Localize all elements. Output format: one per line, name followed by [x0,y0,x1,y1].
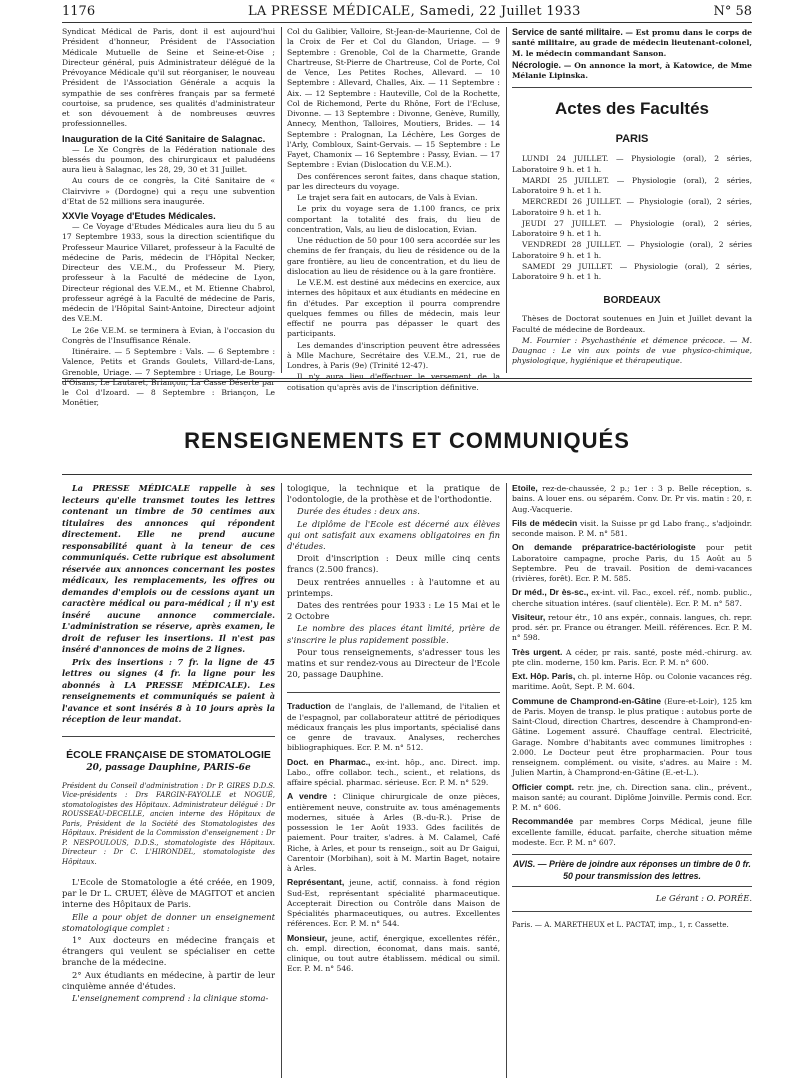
paris-exam-item: MARDI 25 JUILLET. — Physiologie (oral), 2 séries, Laboratoire 9 h. et 1 h. [512,175,752,195]
bottom-column-3 [512,483,752,1078]
actes-facultes-title: Actes des Facultés [554,99,709,119]
ecole-text-4: 2° Aux étudiants en médecine, à partir de leur cinquième année d'études. [62,969,275,991]
destination-text: Le V.E.M. est destiné aux médecins en exercice, aux internes des hôpitaux et aux étudiants en médecine en fin d'études. Par exception il pourra comprendre quelques femmes ou filles de médecin, mais leur effectif ne pourra pas dépasser le quart des participants. [287,278,500,339]
ecole-address: 20, passage Dauphine, PARIS-6e [86,762,251,773]
classified-ad: Dr méd., Dr ès-sc., ex-int. vil. Fac., excel. réf., nomb. public., cherche situation intéres. (sauf clientèle). Ecr. P. M. n° 587. [512,587,752,608]
top-column-3 [512,27,752,373]
sante-militaire-heading: Service de santé militaire. [512,27,623,37]
itinerary-continued: Col du Galibier, Valloire, St-Jean-de-Maurienne, Col de la Croix de Fer et Col du Glandon, Uriage. — 9 Septembre : Grenoble, Col de la Charmette, Grande Chartreuse, St-Pierre de Chartreuse, Col de Porte, Col de Vence, Les Petites Roches, Allevard. — 10 Septembre : Allevard, Challes, Aix. — 11 Septembre : Aix. — 12 Septembre : Hauteville, Col de la Rochette, Col de Richemond, Perte du Rhône, Fort de l'Ecluse, Divonne. — 13 Septembre : Divonne, Genève, Rumilly, Annecy, Menthon, Talloires, Moutiers, Brides. — 14 Septembre : Pralognan, La Léchère, Les Gorges de l'Arly, Combloux, Saint-Gervais. — 15 Septembre : Le Fayet, Chamonix — 16 Septembre : Passy, Evian. — 17 Septembre : Evian (Dislocation du V.E.M.). [287,27,500,170]
association-paragraph: Syndicat Médical de Paris, dont il est aujourd'hui Président d'honneur, Président de l'Association Médicale Mutuelle de Seine et Seine-et-Oise ; Directeur général, puis Administrateur délégué de la Prévoyance Médicale qu'il sut réorganiser, le nouveau Président de l'Association Générale a acquis la sympathie de ses confrères français par sa fermeté courtoise, sa prudence, ses qualités d'administrateur et son dévouement à de nombreuses œuvres professionnelles. [62,27,275,129]
divider [512,886,752,887]
reduction-text: Une réduction de 50 pour 100 sera accordée sur les chemins de fer français, du lieu de résidence ou de la gare frontière, au lieu de concentration, et du lieu de dislocation au lieu de résidence ou à la gare frontière. [287,236,500,276]
bordeaux-text-2: M. Fournier : Psychasthénie et démence précoce. — M. Daugnac : Le vin aux points de vue physico-chimique, physiologique, hygiénique et thérapeutique. [512,335,752,366]
running-header [62,4,752,22]
sante-militaire-text: — Est promu dans le corps de santé militaire, au grade de médecin lieutenant-colonel, M. le médecin commandant Sanson. [512,28,752,58]
printer-line: Paris. — A. MARETHEUX et L. PACTAT, imp., 1, r. Cassette. [512,920,729,930]
section-rule [62,474,752,475]
classified-ad: Ext. Hôp. Paris, ch. pl. interne Hôp. ou Colonie vacances rég. maritime. Août, Sept. P. M. 604. [512,671,752,692]
classified-ad: A vendre : Clinique chirurgicale de onze pièces, entièrement neuve, construite av. tous aménagements modernes, située à Arles (B.-du-R.). Prise de possession le 1er Août 1933. Gdes facilités de paiement. Pour traiter, s'adres. à M. Calamel, Café Riche, à Arles, et pour ts renseign., soit au Dr Gaigui, Carentoir (Morbihan), soit à M. Martin Baget, notaire à Arles. [287,791,500,874]
classified-ad: Etoile, rez-de-chaussée, 2 p.; 1er : 3 p. Belle réception, s. bains. A louer ens. ou séparém. Conv. Dr. Pr vis. matin : 20, r. Aug.-Vacquerie. [512,483,753,514]
classified-ad: Monsieur, jeune, actif, énergique, excellentes référ., ch. empl. direction, économat, dans mais. santé, clinique, ou tout autre établissem. médical ou simil. Ecr. P. M. n° 546. [287,932,500,974]
classified-ad: Recommandée par membres Corps Médical, jeune fille excellente famille, éducat. parfaite, cherche situation même modeste. Ecr. P. M. n° 607. [512,816,753,847]
section-rule [62,381,752,382]
divider [512,87,752,88]
ecole-board: Président du Conseil d'administration : Dr P. GIRES D.D.S. Vice-présidents : Drs FARGIN-FAYOLLE et NOGUÉ, stomatologistes des Hôpitaux. Administrateur délégué : Dr ROUSSEAU-DECELLE, ancien interne des Hôpitaux de Paris, Président de la Société des Stomatologistes des Hôpitaux. Président de la Commission d'enseignement : Dr P. NESPOULOUS, D.D.S., stomatologiste des Hôpitaux. Directeur : Dr C. L'HIRONDEL, stomatologiste des Hôpitaux. [62,781,275,866]
bottom-column-1 [62,483,275,1078]
bordeaux-heading: BORDEAUX [603,295,661,307]
voyage-text-2: Le 26e V.E.M. se terminera à Evian, à l'occasion du Congrès de l'Insuffisance Rénale. [62,325,275,345]
ecole-cont-7: Le nombre des places étant limité, prière de s'inscrire le plus rapidement possible. [287,623,500,645]
voyage-itinerary: Itinéraire. — 5 Septembre : Vals. — 6 Septembre : Valence, Petits et Grands Goulets, Villard-de-Lans, Grenoble, Uriage. — 7 Septembre : Uriage, Le Bourg-d'Oisans, Le Lautaret, Briançon, La Casse Déserte par le Col d'Izoard. — 8 Septembre : Briançon, Le Monêtier, [62,347,275,408]
ecole-text-5: L'enseignement comprend : la clinique stoma- [72,993,269,1004]
classified-ad: Fils de médecin visit. la Suisse pr gd Labo franç., s'adjoindr. seconde maison. P. M. n° 581. [512,517,752,538]
classified-ad: Officier compt. retr. jne, ch. Direction sana. clin., prévent., maison santé; au courant. Diplôme Joinville. Permis cond. Ecr. P. M. n° 606. [512,781,752,812]
column-divider [281,483,282,1078]
issue-number: N° 58 [713,4,752,19]
avis-notice: AVIS. — Prière de joindre aux réponses un timbre de 0 fr. 50 pour transmission des lettres. [513,859,751,881]
ecole-cont-6: Dates des rentrées pour 1933 : Le 15 Mai et le 2 Octobre [287,600,500,622]
ecole-title: ÉCOLE FRANÇAISE DE STOMATOLOGIE [66,748,271,761]
cite-sanitaire-text-2: Au cours de ce congrès, la Cité Sanitaire de « Clairvivre » (Dordogne) qui a reçu une subvention d'Etat de 52 millions sera inaugurée. [62,176,275,206]
page-number: 1176 [62,4,96,19]
ecole-text-3: 1° Aux docteurs en médecine français et étrangers qui veulent se spécialiser en cette branche de la médecine. [62,935,275,968]
paris-exam-item: MERCREDI 26 JUILLET. — Physiologie (oral), 2 séries, Laboratoire 9 h. et 1 h. [512,197,752,217]
ecole-cont-4: Droit d'inscription : Deux mille cinq cents francs (2.500 francs). [287,553,500,575]
notice-paragraph: La PRESSE MÉDICALE rappelle à ses lecteurs qu'elle transmet toutes les lettres contenant un timbre de 50 centimes aux titulaires des annonces qui répondent directement. Elle ne prend aucune responsabilité quant à la teneur de ces communiqués. Cette rubrique est absolument réservée aux annonces concernant les postes médicaux, les remplacements, les offres ou demandes d'emplois ou de cessions ayant un caractère médical ou para-médical ; il n'y est inséré aucune annonce commerciale. L'administration se réserve, après examen, le droit de refuser les insertions. Il n'est pas inséré d'annonces de moins de 2 lignes. [62,483,275,654]
column-divider [281,27,282,373]
ecole-cont-5: Deux rentrées annuelles : à l'automne et au printemps. [287,576,500,598]
ecole-cont-8: Pour tous renseignements, s'adresser tous les matins et sur rendez-vous au Directeur de l'Ecole 20, passage Dauphine. [287,646,500,680]
bordeaux-text-1: Thèses de Doctorat soutenues en Juin et Juillet devant la Faculté de médecine de Bordeaux. [512,314,752,334]
classified-ad: On demande préparatrice-bactériologiste pour petit Laboratoire campagne, proche Paris, du 15 Août au 5 Septembre. Peu de travail. Position de demi-vacances (rivières, forêt). Ecr. P. M. 585. [512,542,752,583]
paris-exam-item: LUNDI 24 JUILLET. — Physiologie (oral), 2 séries, Laboratoire 9 h. et 1 h. [512,154,752,174]
paris-exam-item: VENDREDI 28 JUILLET. — Physiologie (oral), 2 séries Laboratoire 9 h. et 1 h. [512,240,752,260]
conferences-text: Des conférences seront faites, dans chaque station, par les directeurs du voyage. [287,171,500,191]
ecole-cont-1: tologique, la technique et la pratique de l'odontologie, de la prothèse et de l'orthodontie. [287,483,500,505]
cite-sanitaire-heading: Inauguration de la Cité Sanitaire de Salagnac. [62,132,266,144]
divider [512,911,752,912]
header-rule [62,22,752,23]
inscription-text: Les demandes d'inscription peuvent être adressées à Mlle Machure, Secrétaire des V.E.M., 21, rue de Londres, à Paris (9e) (Trinité 12-47). [287,340,500,370]
classified-ad: Visiteur, retour étr., 10 ans expér., connais. langues, ch. repr. prod. sér. pr. France ou étranger. Meill. références. Ecr. P. M. n° 598. [512,611,752,643]
paris-heading: PARIS [615,133,649,146]
top-column-1 [62,27,275,408]
voyage-heading: XXVIe Voyage d'Etudes Médicales. [62,210,216,221]
ecole-cont-2: Durée des études : deux ans. [297,506,420,517]
classified-ad: Doct. en Pharmac., ex-int. hôp., anc. Direct. imp. Labo., offre collabor. tech., scient., et relations, ds affaire spécial. pharmac. sérieuse. Ecr. P. M. n° 529. [287,756,500,788]
divider [287,692,500,693]
versement-text: Il n'y aura lieu d'effectuer le versement de la cotisation qu'après avis de l'inscription définitive. [287,372,500,392]
cite-sanitaire-text-1: — Le Xe Congrès de la Fédération nationale des blessés du poumon, des chirurgicaux et paludéens aura lieu à Salagnac, les 28, 29, 30 et 31 Juillet. [62,144,275,174]
top-column-2 [287,27,500,392]
necrologie-heading: Nécrologie. [512,59,562,70]
journal-title: LA PRESSE MÉDICALE, Samedi, 22 Juillet 1933 [248,4,581,19]
section-rule [62,378,752,379]
classified-ad: Commune de Champrond-en-Gâtine (Eure-et-Loir), 125 km de Paris. Moyen de transp. le plus pratique : autobus porte de Saint-Cloud, direction Chartres, descendre à Champrond-en-Gâtine. Logement assuré. Chauffage central. Electricité, Garage. Nombre d'habitants avec communes limitrophes : 2.000. Le Docteur peut être propharmacien. Pour tous renseignem. complément. ou visite, s'adres. au Maire : M. Julien Martin, à Champrond-en-Gâtine (E.-et-L.). [512,695,752,778]
paris-exam-item: SAMEDI 29 JUILLET. — Physiologie (oral), 2 séries, Laboratoire 9 h. et 1 h. [512,261,752,281]
prices-paragraph: Prix des insertions : 7 fr. la ligne de 45 lettres ou signes (4 fr. la ligne pour les abonnés à LA PRESSE MÉDICALE). Les renseignements et communiqués se paient à l'avance et sont insérés 8 à 10 jours après la réception de leur mandat. [62,656,275,724]
necrologie-text: — On annonce la mort, à Katowice, de Mme Mélanie Lipinska. [512,60,752,80]
trajet-text: Le trajet sera fait en autocars, de Vals à Evian. [297,193,478,202]
voyage-text-1: — Ce Voyage d'Etudes Médicales aura lieu du 5 au 17 Septembre 1933, sous la direction scientifique du Professeur Maurice Villaret, professeur à la Faculté de médecine de Paris, médecin de l'Hôpital Necker, Directeur des V.E.M., du Professeur M. Piery, professeur à la Faculté de médecine de Lyon, Directeur régional des V.E.M., et M. Etienne Chabrol, professeur agrégé à la Faculté de médecine de Paris, médecin de l'Hôpital Saint-Antoine, Directeur adjoint des V.E.M. [62,222,275,324]
classified-ad: Traduction de l'anglais, de l'allemand, de l'italien et de l'espagnol, par collaborateur attitré de périodiques médicaux français les plus importants, spécialisé dans ce genre de travaux. Analyses, recherches bibliographiques. Ecr. P. M. n° 512. [287,701,501,753]
divider [62,736,275,737]
prix-text: Le prix du voyage sera de 1.100 francs, ce prix comportant la totalité des frais, du lieu de concentration, Vals, au lieu de dislocation, Evian. [287,204,500,234]
ecole-text-1: L'Ecole de Stomatologie a été créée, en 1909, par le Dr L. CRUET, élève de MAGITOT et ancien interne des Hôpitaux de Paris. [62,877,275,910]
bottom-column-2 [287,483,500,1078]
divider [512,854,752,855]
section-title: RENSEIGNEMENTS ET COMMUNIQUÉS [184,428,630,453]
gerant-signature: Le Gérant : O. PORÉE. [655,893,752,903]
classified-ad: Représentant, jeune, actif, connaiss. à fond région Sud-Est, représentant spécialité pharmaceutique. Accepterait Direction ou Contrôle dans Maison de Spécialités pharmaceutiques, ou autres. Excellentes références. Ecr. P. M. n° 544. [287,877,500,929]
column-divider [506,27,507,373]
classified-ad: Très urgent. A céder, pr rais. santé, poste méd.-chirurg. av. pte clin. moderne, 150 km. Paris. Ecr. P. M. n° 600. [512,646,753,667]
ecole-text-2: Elle a pour objet de donner un enseignement stomatologique complet : [62,911,275,933]
ecole-cont-3: Le diplôme de l'Ecole est décerné aux élèves qui ont satisfait aux examens obligatoires en fin d'études. [287,518,500,552]
column-divider [506,483,507,1078]
paris-exam-item: JEUDI 27 JUILLET. — Physiologie (oral), 2 séries, Laboratoire 9 h. et 1 h. [512,218,752,238]
